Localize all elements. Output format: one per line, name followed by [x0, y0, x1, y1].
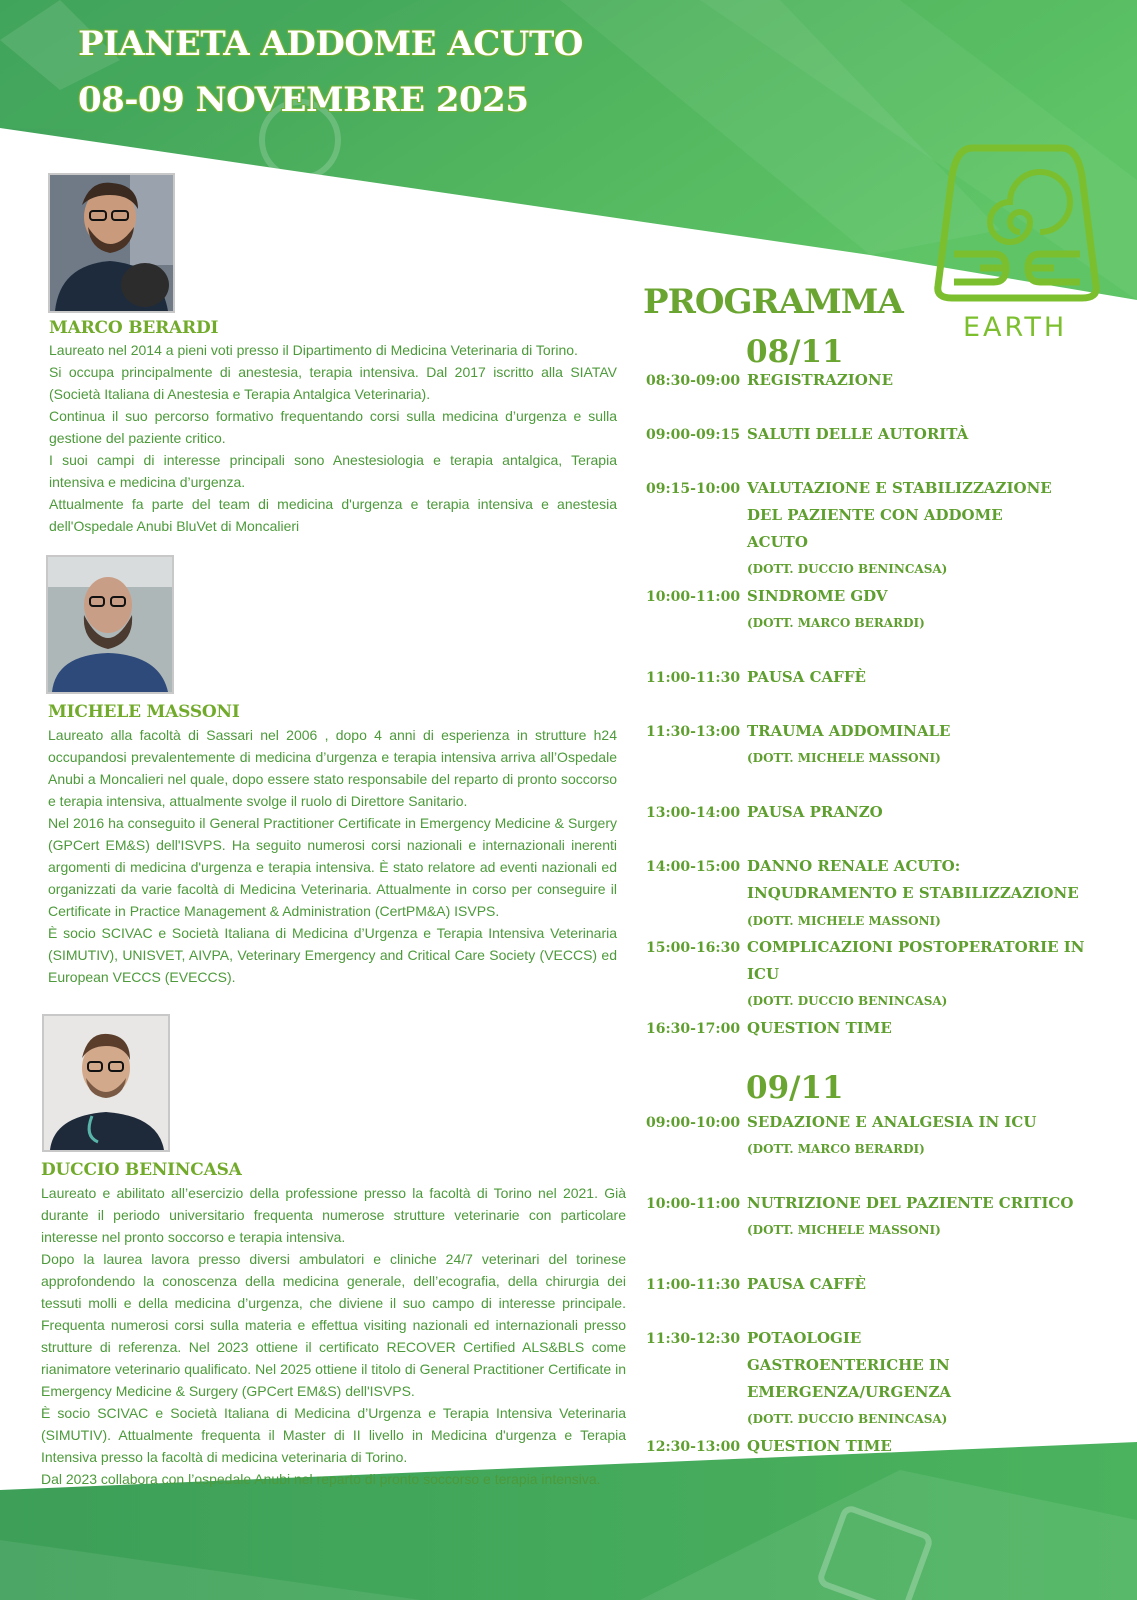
speaker-photo-michele-massoni	[46, 555, 174, 694]
speaker-bio	[49, 339, 617, 537]
bio-paragraph: Nel 2016 ha conseguito il General Practitioner Certificate in Emergency Medicine & Surgery (GPCert EM&S) dell'ISVPS. Ha seguito numerosi corsi nazionali e internazionali inerenti argomenti di medicina d'urgenza e terapia intensiva. È stato relatore ad eventi nazionali ed organizzati da varie facoltà di Medicina Veterinaria. Attualmente in corso per conseguire il Certificate in Practice Management & Administration (CertPM&A) ISVPS.	[48, 815, 617, 919]
session-time: 09:15-10:00	[646, 481, 741, 497]
speaker-name: DUCCIO BENINCASA	[41, 1160, 242, 1180]
session-title: POTAOLOGIE GASTROENTERICHE IN EMERGENZA/URGENZA (DOTT. DUCCIO BENINCASA)	[747, 1325, 1012, 1433]
session-time: 08:30-09:00	[646, 373, 741, 389]
bio-paragraph: Laureato alla facoltà di Sassari nel 2006 , dopo 4 anni di esperienza in strutture h24 occupandosi prevalentemente di medicina d’urgenza e terapia intensiva arriva all’Ospedale Anubi a Moncalieri nel quale, dopo essere stato responsabile del reparto di pronto soccorso e terapia intensiva, attualmente svolge il ruolo di Direttore Sanitario.	[48, 727, 617, 809]
speaker-bio	[41, 1182, 626, 1490]
session-speaker: (DOTT. MARCO BERARDI)	[747, 1142, 925, 1156]
session-speaker: (DOTT. DUCCIO BENINCASA)	[747, 1412, 948, 1426]
session-speaker: (DOTT. DUCCIO BENINCASA)	[747, 562, 948, 576]
session-speaker: (DOTT. MICHELE MASSONI)	[747, 751, 941, 765]
session-title: SINDROME GDV (DOTT. MARCO BERARDI)	[747, 583, 1092, 637]
session-time: 09:00-09:15	[646, 427, 741, 443]
session-title: DANNO RENALE ACUTO: INQUDRAMENTO E STABILIZZAZIONE (DOTT. MICHELE MASSONI)	[747, 857, 1079, 928]
speaker-name: MICHELE MASSONI	[48, 702, 240, 722]
bio-paragraph: I suoi campi di interesse principali sono Anestesiologia e terapia antalgica, Terapia intensiva e medicina d’urgenza.	[49, 452, 617, 490]
programma-heading: PROGRAMMA	[643, 282, 903, 322]
session-time: 10:00-11:00	[646, 1196, 741, 1212]
session-title: TRAUMA ADDOMINALE (DOTT. MICHELE MASSONI)	[747, 718, 1092, 772]
session-title: QUESTION TIME	[747, 1437, 892, 1455]
session-title: QUESTION TIME	[747, 1019, 892, 1037]
session-time: 15:00-16:30	[646, 940, 741, 956]
day-label: 08/11	[746, 334, 844, 370]
session-speaker: (DOTT. DUCCIO BENINCASA)	[747, 994, 948, 1008]
session-title: PAUSA CAFFÈ	[747, 668, 866, 686]
bio-paragraph: Laureato e abilitato all’esercizio della professione presso la facoltà di Torino nel 2021. Già durante il periodo universitario frequenta numerose strutture veterinarie con particolare interesse nel pronto soccorso e terapia intensiva.	[41, 1185, 626, 1245]
session-time: 09:00-10:00	[646, 1115, 741, 1131]
session-time: 14:00-15:00	[646, 859, 741, 875]
session-title: SALUTI DELLE AUTORITÀ	[747, 425, 969, 443]
session-time: 10:00-11:00	[646, 589, 741, 605]
bio-paragraph: È socio SCIVAC e Società Italiana di Medicina d’Urgenza e Terapia Intensiva Veterinaria (SIMUTIV). Attualmente frequenta il Master di II livello in Medicina d'urgenza e Terapia Intensiva presso la facoltà di medicina veterinaria di Torino.	[41, 1405, 626, 1465]
session-time: 13:00-14:00	[646, 805, 741, 821]
session-speaker: (DOTT. MARCO BERARDI)	[747, 616, 925, 630]
session-title: PAUSA PRANZO	[747, 803, 883, 821]
speaker-photo-duccio-benincasa	[42, 1014, 170, 1152]
session-time: 16:30-17:00	[646, 1021, 741, 1037]
session-speaker: (DOTT. MICHELE MASSONI)	[747, 1223, 941, 1237]
speaker-bio	[48, 724, 617, 988]
bio-paragraph: Continua il suo percorso formativo frequentando corsi sulla medicina d’urgenza e sulla gestione del paziente critico.	[49, 408, 617, 446]
session-title: COMPLICAZIONI POSTOPERATORIE IN ICU (DOTT. DUCCIO BENINCASA)	[747, 934, 1092, 1015]
session-speaker: (DOTT. MICHELE MASSONI)	[747, 914, 941, 928]
logo-wordmark: EARTH	[963, 312, 1068, 343]
session-time: 12:30-13:00	[646, 1439, 741, 1455]
bio-paragraph: È socio SCIVAC e Società Italiana di Medicina d’Urgenza e Terapia Intensiva Veterinaria (SIMUTIV), UNISVET, AIVPA, Veterinary Emergency and Critical Care Society (VECCS) ed European VECCS (EVECCS).	[48, 925, 617, 985]
event-title: PIANETA ADDOME ACUTO	[78, 24, 583, 64]
bio-paragraph: Laureato nel 2014 a pieni voti presso il Dipartimento di Medicina Veterinaria di Torino.	[49, 342, 578, 358]
event-dates: 08-09 NOVEMBRE 2025	[78, 80, 529, 120]
bio-paragraph: Dopo la laurea lavora presso diversi ambulatori e cliniche 24/7 veterinari del torinese approfondendo la conoscenza della medicina generale, dell’ecografia, della chirurgia dei tessuti molli e della medicina d’urgenza, che diviene il suo campo di interesse principale. Frequenta numerosi corsi sulla materia e effettua visiting nazionali ed internazionali presso strutture di referenza. Nel 2023 ottiene il certificato RECOVER Certified ALS&BLS come rianimatore veterinario qualificato. Nel 2025 ottiene il titolo di General Practitioner Certificate in Emergency Medicine & Surgery (GPCert EM&S) dell'ISVPS.	[41, 1251, 626, 1399]
day-label: 09/11	[746, 1070, 844, 1106]
speaker-photo-marco-berardi	[48, 173, 175, 313]
session-title: REGISTRAZIONE	[747, 371, 894, 389]
session-time: 11:30-13:00	[646, 724, 741, 740]
bio-paragraph: Attualmente fa parte del team di medicina d'urgenza e terapia intensiva e anestesia dell'Ospedale Anubi BluVet di Moncalieri	[49, 496, 617, 534]
bio-paragraph: Dal 2023 collabora con l’ospedale Anubi nel reparto di pronto soccorso e terapia intensiva.	[41, 1471, 601, 1487]
session-time: 11:00-11:30	[646, 670, 741, 686]
session-time: 11:30-12:30	[646, 1331, 741, 1347]
session-title: PAUSA CAFFÈ	[747, 1275, 866, 1293]
session-title: SEDAZIONE E ANALGESIA IN ICU (DOTT. MARCO BERARDI)	[747, 1109, 1092, 1163]
session-time: 11:00-11:30	[646, 1277, 741, 1293]
session-title: VALUTAZIONE E STABILIZZAZIONE DEL PAZIENTE CON ADDOME ACUTO (DOTT. DUCCIO BENINCASA)	[747, 475, 1067, 583]
speaker-name: MARCO BERARDI	[49, 318, 219, 338]
bio-paragraph: Si occupa principalmente di anestesia, terapia intensiva. Dal 2017 iscritto alla SIATAV (Società Italiana di Anestesia e Terapia Antalgica Veterinaria).	[49, 364, 617, 402]
session-title: NUTRIZIONE DEL PAZIENTE CRITICO (DOTT. MICHELE MASSONI)	[747, 1190, 1092, 1244]
